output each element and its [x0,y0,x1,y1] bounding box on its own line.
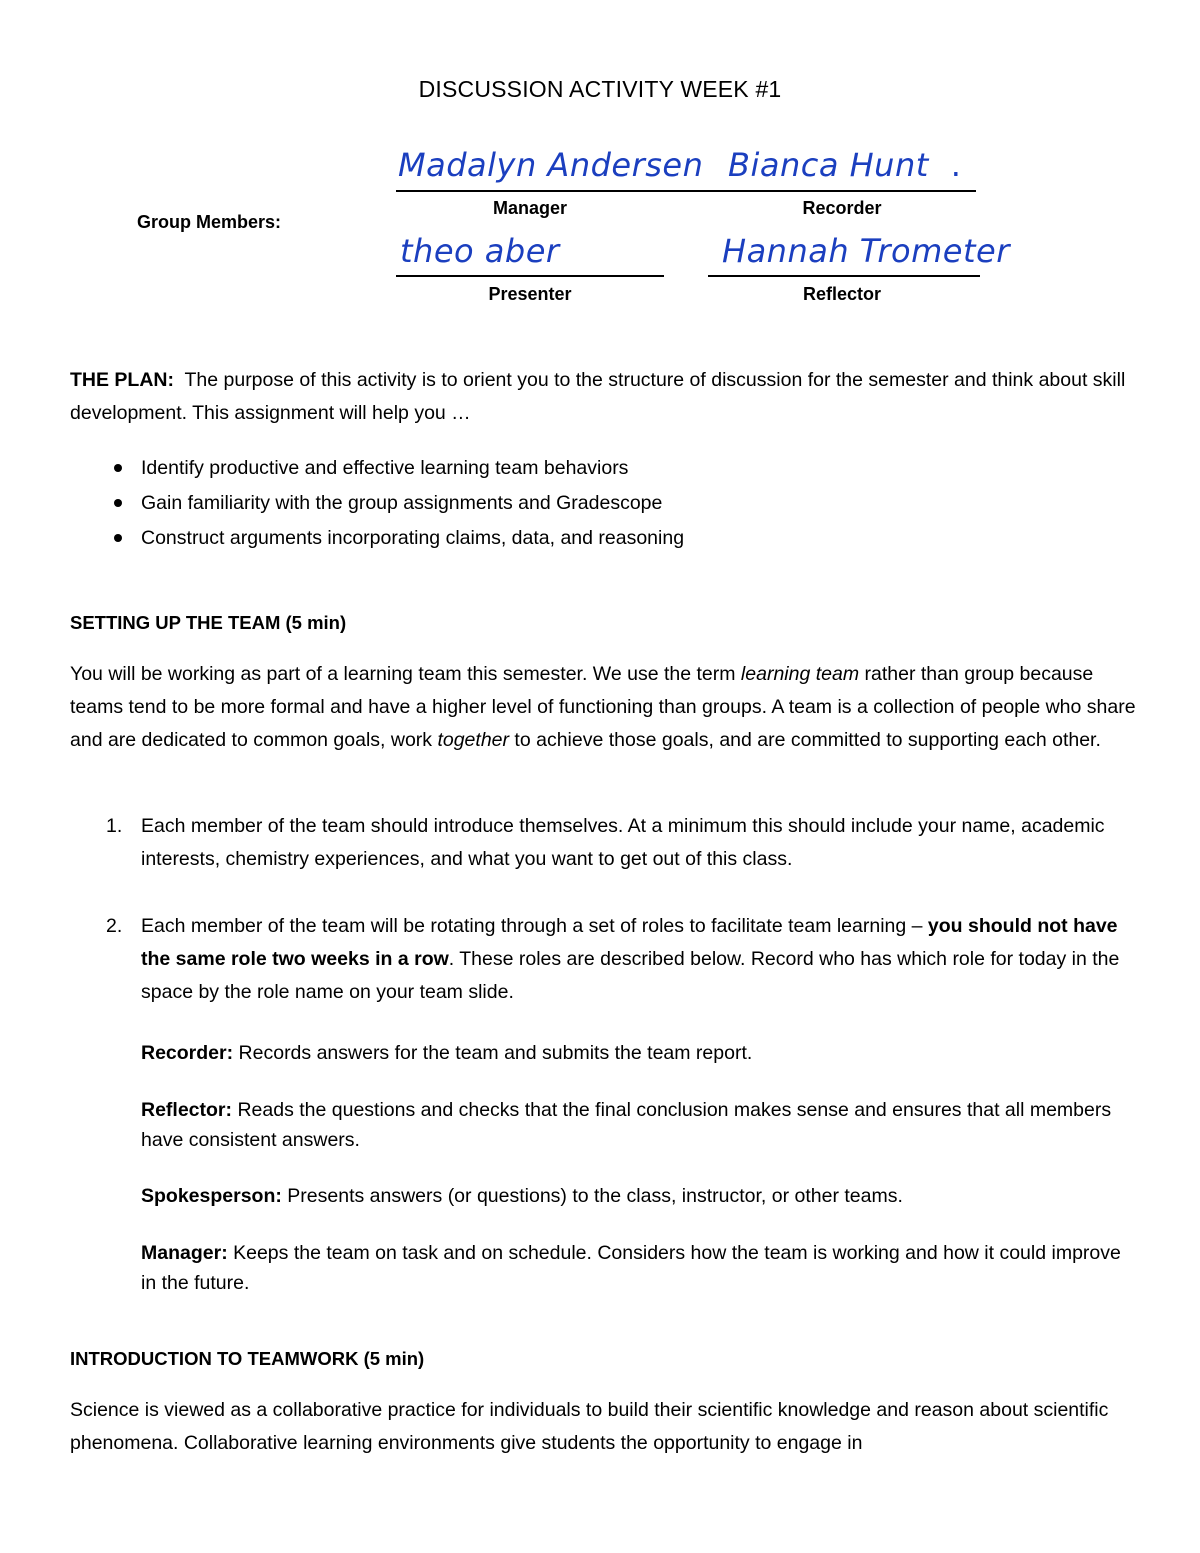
reflector-signature-line [708,275,980,277]
manager-role-label: Manager [492,198,568,218]
recorder-signature [728,146,961,184]
role-name: Recorder: [141,1042,234,1064]
role-desc-text: Keeps the team on task and on schedule. Considers how the team is working and how it could improve in the future. [141,1242,1121,1294]
item-number: 1. [106,815,123,837]
numbered-item-1 [70,810,1140,876]
setup-paragraph [70,658,1140,757]
recorder-role-label: Recorder [802,198,882,218]
numbered-item-2 [70,910,1140,1009]
bullet-icon [114,464,122,472]
role-description-manager [141,1238,1131,1298]
plan-text: The purpose of this activity is to orient you to the structure of discussion for the semester and think about skill development. This assignment will help you … [70,369,1126,424]
setup-emphasis-2: together [437,729,510,751]
presenter-role-label: Presenter [488,284,572,304]
role-desc-text: Records answers for the team and submits the team report. [233,1042,753,1064]
list-item [70,489,684,524]
list-item [70,524,684,559]
bullet-icon [114,534,122,542]
plan-bullet-list [70,454,684,559]
setup-emphasis-1: learning team [740,663,860,685]
setup-text-2: rather than group because teams tend to be more formal and have a higher level of functioning than groups. A team is a collection of people who share and are dedicated to common goals, work [70,663,1136,751]
role-name: Reflector: [141,1099,233,1121]
item-number: 2. [106,915,123,937]
setup-heading: SETTING UP THE TEAM (5 min) [70,612,347,633]
manager-signature: Madalyn Andersen [398,146,704,184]
group-members-label: Group Members: [137,212,282,232]
teamwork-heading: INTRODUCTION TO TEAMWORK (5 min) [70,1348,425,1369]
top-signature-line [396,190,976,192]
item-text-b: . These roles are described below. Record who has which role for today in the space by the role name on your team slide. [141,948,1120,1003]
role-desc-text: Presents answers (or questions) to the class, instructor, or other teams. [281,1185,903,1207]
list-item [70,454,684,489]
reflector-signature: Hannah Trometer [722,232,1010,270]
bullet-text: Construct arguments incorporating claims, data, and reasoning [141,527,685,549]
teamwork-paragraph: Science is viewed as a collaborative practice for individuals to build their scientific knowledge and reason about scientific phenomena. Collaborative learning environments give students the opportunity to engage in [70,1399,1109,1454]
item-text [141,910,1140,1009]
setup-text-3: to achieve those goals, and are committed to supporting each other. [509,729,1101,751]
presenter-signature: theo aber [400,232,560,270]
role-description-reflector [141,1095,1131,1155]
role-name: Manager: [141,1242,228,1264]
item-text-bold: you should not have the same role two weeks in a row [141,915,1118,970]
plan-paragraph [70,364,1140,430]
bullet-icon [114,499,122,507]
item-text: Each member of the team should introduce themselves. At a minimum this should include your name, academic interests, chemistry experiences, and what you want to get out of this class. [141,815,1105,870]
reflector-role-label: Reflector [802,284,882,304]
role-description-recorder [141,1038,1131,1068]
role-desc-text: Reads the questions and checks that the final conclusion makes sense and ensures that all members have consistent answers. [141,1099,1112,1151]
recorder-signature-dot: . [950,146,962,184]
plan-label: THE PLAN: [70,369,174,391]
item-text-a: Each member of the team will be rotating through a set of roles to facilitate team learning – [141,915,928,937]
document-title: DISCUSSION ACTIVITY WEEK #1 [418,76,782,102]
setup-text-1: You will be working as part of a learning team this semester. We use the term [70,663,741,685]
bullet-text: Identify productive and effective learning team behaviors [141,457,629,479]
bullet-text: Gain familiarity with the group assignments and Gradescope [141,492,663,514]
role-description-spokesperson [141,1181,1131,1211]
role-name: Spokesperson: [141,1185,282,1207]
recorder-signature-name: Bianca Hunt [728,146,929,184]
presenter-signature-line [396,275,664,277]
